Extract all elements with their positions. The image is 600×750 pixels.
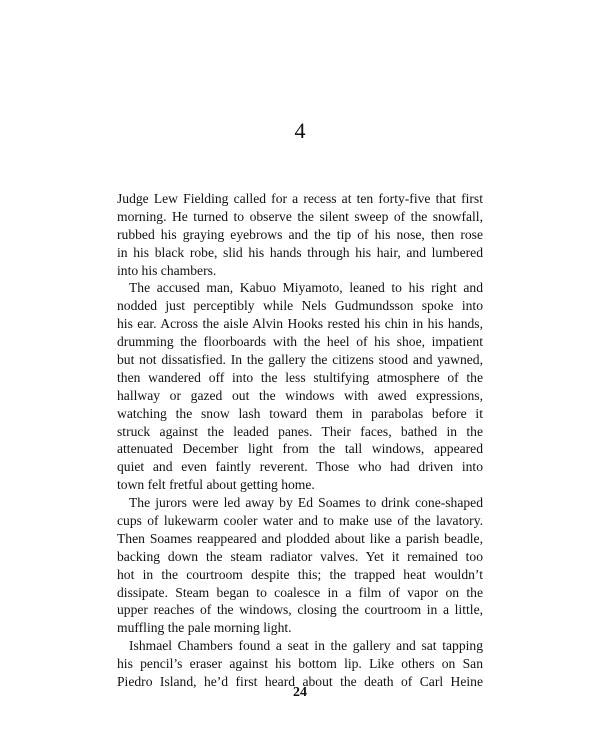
text-line: nodded just perceptibly while Nels Gudmundsson spoke into — [117, 298, 483, 314]
text-line: The jurors were led away by Ed Soames to drink cone-shaped — [129, 495, 483, 511]
text-line: his pencil’s eraser against his bottom lip. Like others on San — [117, 656, 483, 672]
text-line: hot in the courtroom despite this; the trapped heat wouldn’t — [117, 566, 483, 582]
text-line: morning. He turned to observe the silent sweep of the snowfall, — [117, 208, 483, 224]
text-line: dissipate. Steam began to coalesce in a film of vapor on the — [117, 584, 483, 600]
text-line: Judge Lew Fielding called for a recess at ten forty-five that first — [117, 191, 483, 206]
text-line: his ear. Across the aisle Alvin Hooks rested his chin in his hands, — [117, 316, 483, 332]
text-line: backing down the steam radiator valves. Yet it remained too — [117, 548, 483, 564]
text-line: quiet and even faintly reverent. Those who had driven into — [117, 459, 483, 475]
chapter-number: 4 — [294, 118, 306, 143]
text-line: watching the snow lash toward them in parabolas before it — [117, 405, 483, 421]
text-line: struck against the leaded panes. Their faces, bathed in the — [117, 423, 483, 439]
text-line: rubbed his graying eyebrows and the tip of his nose, then rose — [117, 226, 483, 242]
text-line: but not dissatisfied. In the gallery the citizens stood and yawned, — [117, 352, 483, 368]
text-line: into his chambers. — [117, 262, 217, 278]
text-line: Then Soames reappeared and plodded about like a parish beadle, — [117, 530, 483, 546]
text-line: Piedro Island, he’d first heard about the death of Carl Heine — [117, 674, 483, 690]
text-line: Ishmael Chambers found a seat in the gallery and sat tapping — [129, 638, 483, 654]
text-line: in his black robe, slid his hands through his hair, and lumbered — [117, 244, 483, 260]
text-line: cups of lukewarm cooler water and to make use of the lavatory. — [117, 513, 483, 529]
body-text — [117, 190, 483, 691]
page-number: 24 — [293, 685, 307, 700]
text-line: muffling the pale morning light. — [117, 620, 292, 636]
text-line: then wandered off into the less stultifying atmosphere of the — [117, 369, 483, 385]
text-line: The accused man, Kabuo Miyamoto, leaned to his right and — [129, 280, 483, 296]
text-line: attenuated December light from the tall windows, appeared — [117, 441, 483, 457]
text-line: hallway or gazed out the windows with awed expressions, — [117, 387, 483, 403]
text-line: upper reaches of the windows, closing the courtroom in a little, — [117, 602, 483, 618]
text-line: drumming the floorboards with the heel of his shoe, impatient — [117, 334, 483, 350]
text-line: town felt fretful about getting home. — [117, 477, 315, 493]
